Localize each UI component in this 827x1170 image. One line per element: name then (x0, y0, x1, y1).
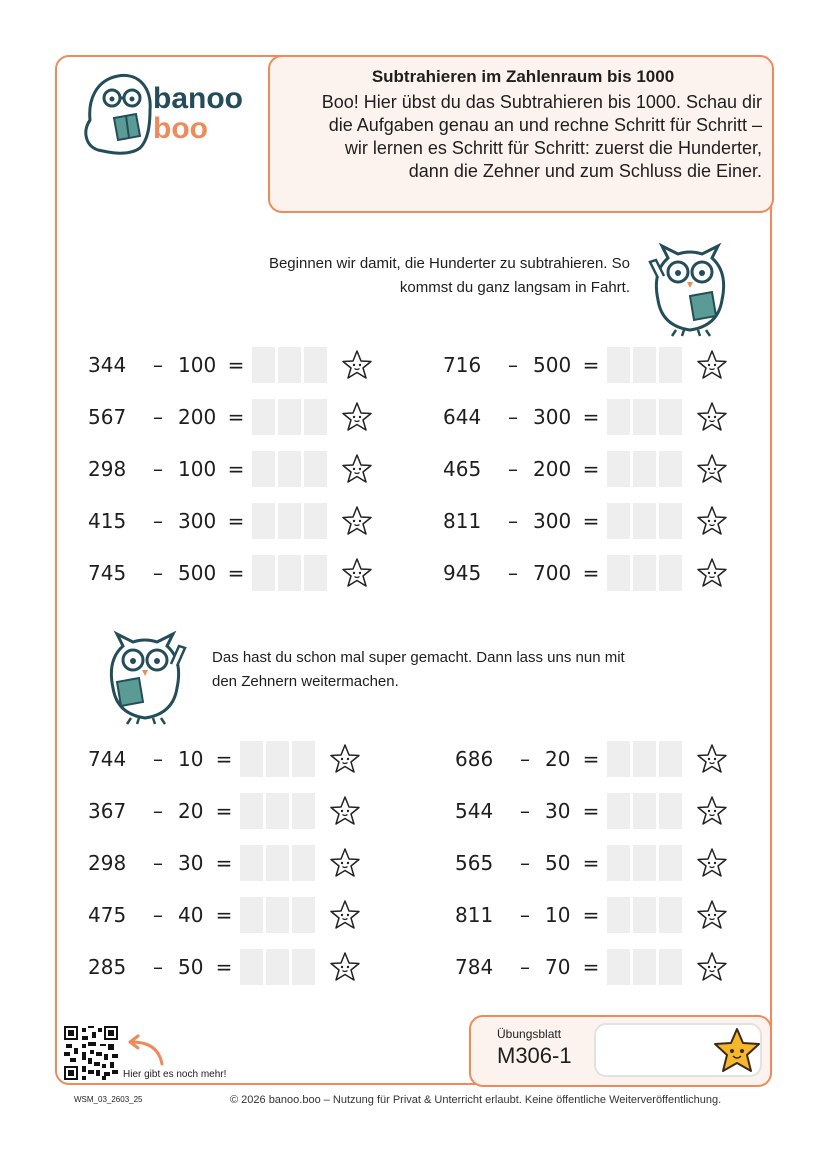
minus-sign: – (153, 955, 163, 979)
subtrahend: 200 (178, 405, 217, 429)
answer-box-tens[interactable] (278, 399, 301, 435)
exercise-row (455, 897, 728, 933)
answer-box-ones[interactable] (292, 845, 315, 881)
minuend: 285 (88, 955, 127, 979)
exercise-row (443, 347, 728, 383)
answer-boxes (607, 793, 682, 829)
subtrahend: 100 (178, 457, 217, 481)
answer-box-hundreds[interactable] (607, 741, 630, 777)
exercise-row (455, 741, 728, 777)
answer-box-ones[interactable] (659, 897, 682, 933)
answer-box-ones[interactable] (304, 347, 327, 383)
star-icon[interactable] (696, 743, 728, 775)
brand-logo-text (153, 84, 243, 144)
subtrahend: 20 (545, 747, 571, 771)
equals-sign: = (215, 851, 233, 875)
answer-box-tens[interactable] (278, 555, 301, 591)
subtrahend: 700 (533, 561, 572, 585)
answer-box-ones[interactable] (659, 845, 682, 881)
answer-box-tens[interactable] (633, 793, 656, 829)
answer-box-ones[interactable] (304, 451, 327, 487)
answer-box-hundreds[interactable] (240, 949, 263, 985)
subtrahend: 30 (545, 799, 571, 823)
owl-icon (95, 626, 195, 726)
answer-boxes (252, 399, 327, 435)
star-icon[interactable] (341, 505, 373, 537)
logo-line2: boo (153, 112, 208, 145)
minuend: 784 (455, 955, 494, 979)
subtrahend: 200 (533, 457, 572, 481)
exercise-row (443, 399, 728, 435)
answer-box-tens[interactable] (266, 897, 289, 933)
minuend: 716 (443, 353, 482, 377)
answer-box-tens[interactable] (633, 949, 656, 985)
arrow-icon (122, 1034, 166, 1068)
logo-line1: banoo (153, 82, 243, 115)
subtrahend: 300 (178, 509, 217, 533)
answer-boxes (607, 451, 682, 487)
exercise-row (88, 451, 373, 487)
subtrahend: 300 (533, 405, 572, 429)
minuend: 811 (455, 903, 494, 927)
answer-box-hundreds[interactable] (607, 503, 630, 539)
equals-sign: = (215, 955, 233, 979)
minus-sign: – (520, 747, 530, 771)
answer-box-ones[interactable] (304, 503, 327, 539)
minuend: 465 (443, 457, 482, 481)
answer-box-hundreds[interactable] (607, 845, 630, 881)
answer-box-ones[interactable] (659, 451, 682, 487)
answer-box-ones[interactable] (292, 741, 315, 777)
answer-boxes (252, 347, 327, 383)
answer-box-hundreds[interactable] (607, 451, 630, 487)
subtrahend: 20 (178, 799, 204, 823)
star-icon[interactable] (696, 847, 728, 879)
answer-box-tens[interactable] (633, 347, 656, 383)
subtrahend: 10 (545, 903, 571, 927)
section2-intro (212, 646, 682, 694)
intro-line: Das hast du schon mal super gemacht. Dann lass uns nun mit (212, 649, 625, 666)
star-icon[interactable] (329, 743, 361, 775)
minus-sign: – (153, 457, 163, 481)
equals-sign: = (582, 405, 600, 429)
answer-box-tens[interactable] (633, 741, 656, 777)
answer-box-hundreds[interactable] (607, 793, 630, 829)
answer-boxes (607, 949, 682, 985)
exercise-row (455, 793, 728, 829)
equals-sign: = (582, 509, 600, 533)
owl-icon (640, 238, 740, 338)
intro-line: den Zehnern weitermachen. (212, 673, 399, 690)
exercise-row (88, 949, 361, 985)
equals-sign: = (582, 561, 600, 585)
sheet-label: Übungsblatt (497, 1027, 562, 1041)
answer-boxes (607, 741, 682, 777)
answer-box-hundreds[interactable] (252, 347, 275, 383)
answer-boxes (240, 741, 315, 777)
star-icon[interactable] (341, 349, 373, 381)
minuend: 298 (88, 851, 127, 875)
answer-boxes (240, 845, 315, 881)
answer-box-tens[interactable] (633, 399, 656, 435)
minuend: 344 (88, 353, 127, 377)
answer-box-hundreds[interactable] (240, 793, 263, 829)
minus-sign: – (153, 353, 163, 377)
answer-boxes (252, 555, 327, 591)
subtrahend: 100 (178, 353, 217, 377)
star-mascot-icon (712, 1026, 762, 1076)
subtrahend: 500 (533, 353, 572, 377)
star-icon[interactable] (329, 951, 361, 983)
instruction-line: Boo! Hier übst du das Subtrahieren bis 1000. Schau dir (321, 92, 762, 112)
section1-intro (210, 252, 630, 300)
minuend: 367 (88, 799, 127, 823)
answer-box-tens[interactable] (633, 845, 656, 881)
answer-boxes (252, 451, 327, 487)
copyright-notice: © 2026 banoo.boo – Nutzung für Privat & Unterricht erlaubt. Keine öffentliche Weiterveröffentlichung. (230, 1094, 722, 1106)
instruction-line: wir lernen es Schritt für Schritt: zuerst die Hunderter, (344, 138, 762, 158)
exercise-row (88, 347, 373, 383)
answer-box-hundreds[interactable] (607, 555, 630, 591)
exercise-row (88, 741, 361, 777)
answer-boxes (607, 503, 682, 539)
answer-box-hundreds[interactable] (607, 347, 630, 383)
answer-boxes (607, 555, 682, 591)
equals-sign: = (582, 747, 600, 771)
minuend: 475 (88, 903, 127, 927)
equals-sign: = (582, 851, 600, 875)
equals-sign: = (227, 561, 245, 585)
exercise-row (88, 503, 373, 539)
instruction-line: dann die Zehner und zum Schluss die Einer. (408, 161, 762, 181)
answer-box-tens[interactable] (278, 451, 301, 487)
minus-sign: – (520, 799, 530, 823)
qr-code-icon[interactable] (64, 1026, 118, 1080)
equals-sign: = (215, 747, 233, 771)
minus-sign: – (508, 405, 518, 429)
answer-box-ones[interactable] (659, 347, 682, 383)
answer-boxes (240, 793, 315, 829)
star-icon[interactable] (696, 453, 728, 485)
intro-line: Beginnen wir damit, die Hunderter zu subtrahieren. So (268, 255, 630, 272)
answer-box-tens[interactable] (278, 347, 301, 383)
minus-sign: – (153, 561, 163, 585)
minuend: 298 (88, 457, 127, 481)
exercise-row (455, 845, 728, 881)
exercise-row (88, 793, 361, 829)
answer-box-ones[interactable] (292, 949, 315, 985)
star-icon[interactable] (696, 951, 728, 983)
minus-sign: – (508, 561, 518, 585)
exercise-row (88, 897, 361, 933)
instructions-text (284, 91, 762, 183)
exercise-row (88, 845, 361, 881)
answer-boxes (607, 399, 682, 435)
answer-box-hundreds[interactable] (252, 451, 275, 487)
equals-sign: = (582, 903, 600, 927)
exercise-row (88, 399, 373, 435)
star-icon[interactable] (696, 401, 728, 433)
star-icon[interactable] (329, 899, 361, 931)
subtrahend: 10 (178, 747, 204, 771)
answer-boxes (240, 897, 315, 933)
star-icon[interactable] (696, 505, 728, 537)
answer-box-ones[interactable] (659, 793, 682, 829)
star-icon[interactable] (341, 557, 373, 589)
equals-sign: = (227, 405, 245, 429)
star-icon[interactable] (329, 795, 361, 827)
instructions-box (268, 55, 774, 213)
answer-box-ones[interactable] (659, 503, 682, 539)
answer-boxes (240, 949, 315, 985)
star-icon[interactable] (696, 795, 728, 827)
star-icon[interactable] (341, 453, 373, 485)
subtrahend: 500 (178, 561, 217, 585)
star-icon[interactable] (696, 349, 728, 381)
star-icon[interactable] (696, 899, 728, 931)
answer-box-tens[interactable] (633, 503, 656, 539)
answer-box-tens[interactable] (633, 555, 656, 591)
minuend: 744 (88, 747, 127, 771)
exercise-row (443, 451, 728, 487)
answer-box-tens[interactable] (278, 503, 301, 539)
qr-caption: Hier gibt es noch mehr! (123, 1069, 227, 1080)
minuend: 644 (443, 405, 482, 429)
answer-box-ones[interactable] (659, 741, 682, 777)
equals-sign: = (582, 353, 600, 377)
minus-sign: – (508, 509, 518, 533)
minuend: 567 (88, 405, 127, 429)
minuend: 945 (443, 561, 482, 585)
answer-box-hundreds[interactable] (240, 845, 263, 881)
answer-box-tens[interactable] (266, 949, 289, 985)
answer-box-hundreds[interactable] (240, 741, 263, 777)
minus-sign: – (153, 405, 163, 429)
minuend: 415 (88, 509, 127, 533)
answer-boxes (607, 845, 682, 881)
equals-sign: = (227, 509, 245, 533)
minuend: 811 (443, 509, 482, 533)
exercise-row (443, 503, 728, 539)
exercise-row (443, 555, 728, 591)
subtrahend: 70 (545, 955, 571, 979)
minus-sign: – (153, 747, 163, 771)
answer-box-ones[interactable] (292, 793, 315, 829)
minuend: 686 (455, 747, 494, 771)
minus-sign: – (520, 851, 530, 875)
worksheet-title: Subtrahieren im Zahlenraum bis 1000 (371, 67, 675, 86)
subtrahend: 30 (178, 851, 204, 875)
answer-box-hundreds[interactable] (252, 399, 275, 435)
subtrahend: 40 (178, 903, 204, 927)
answer-box-tens[interactable] (633, 897, 656, 933)
sheet-code: M306-1 (497, 1043, 572, 1068)
answer-box-hundreds[interactable] (252, 503, 275, 539)
equals-sign: = (215, 903, 233, 927)
document-code: WSM_03_2603_25 (74, 1095, 143, 1104)
answer-box-hundreds[interactable] (252, 555, 275, 591)
answer-box-hundreds[interactable] (240, 897, 263, 933)
equals-sign: = (227, 457, 245, 481)
minuend: 544 (455, 799, 494, 823)
subtrahend: 50 (545, 851, 571, 875)
minus-sign: – (153, 799, 163, 823)
subtrahend: 300 (533, 509, 572, 533)
answer-box-tens[interactable] (266, 845, 289, 881)
minuend: 565 (455, 851, 494, 875)
minus-sign: – (508, 457, 518, 481)
answer-boxes (607, 347, 682, 383)
minus-sign: – (520, 955, 530, 979)
equals-sign: = (582, 955, 600, 979)
equals-sign: = (582, 799, 600, 823)
equals-sign: = (215, 799, 233, 823)
answer-box-ones[interactable] (659, 949, 682, 985)
answer-box-ones[interactable] (304, 555, 327, 591)
answer-box-tens[interactable] (266, 741, 289, 777)
answer-box-hundreds[interactable] (607, 399, 630, 435)
answer-boxes (252, 503, 327, 539)
minus-sign: – (520, 903, 530, 927)
minus-sign: – (153, 903, 163, 927)
star-icon[interactable] (341, 401, 373, 433)
subtrahend: 50 (178, 955, 204, 979)
answer-box-hundreds[interactable] (607, 949, 630, 985)
exercise-row (455, 949, 728, 985)
equals-sign: = (227, 353, 245, 377)
star-icon[interactable] (329, 847, 361, 879)
answer-box-ones[interactable] (659, 555, 682, 591)
answer-box-tens[interactable] (633, 451, 656, 487)
exercise-row (88, 555, 373, 591)
answer-box-tens[interactable] (266, 793, 289, 829)
answer-box-ones[interactable] (659, 399, 682, 435)
instruction-line: die Aufgaben genau an und rechne Schritt für Schritt – (328, 115, 762, 135)
star-icon[interactable] (696, 557, 728, 589)
minus-sign: – (153, 509, 163, 533)
minus-sign: – (508, 353, 518, 377)
answer-boxes (607, 897, 682, 933)
answer-box-hundreds[interactable] (607, 897, 630, 933)
answer-box-ones[interactable] (304, 399, 327, 435)
minus-sign: – (153, 851, 163, 875)
minuend: 745 (88, 561, 127, 585)
equals-sign: = (582, 457, 600, 481)
answer-box-ones[interactable] (292, 897, 315, 933)
intro-line: kommst du ganz langsam in Fahrt. (399, 279, 630, 296)
